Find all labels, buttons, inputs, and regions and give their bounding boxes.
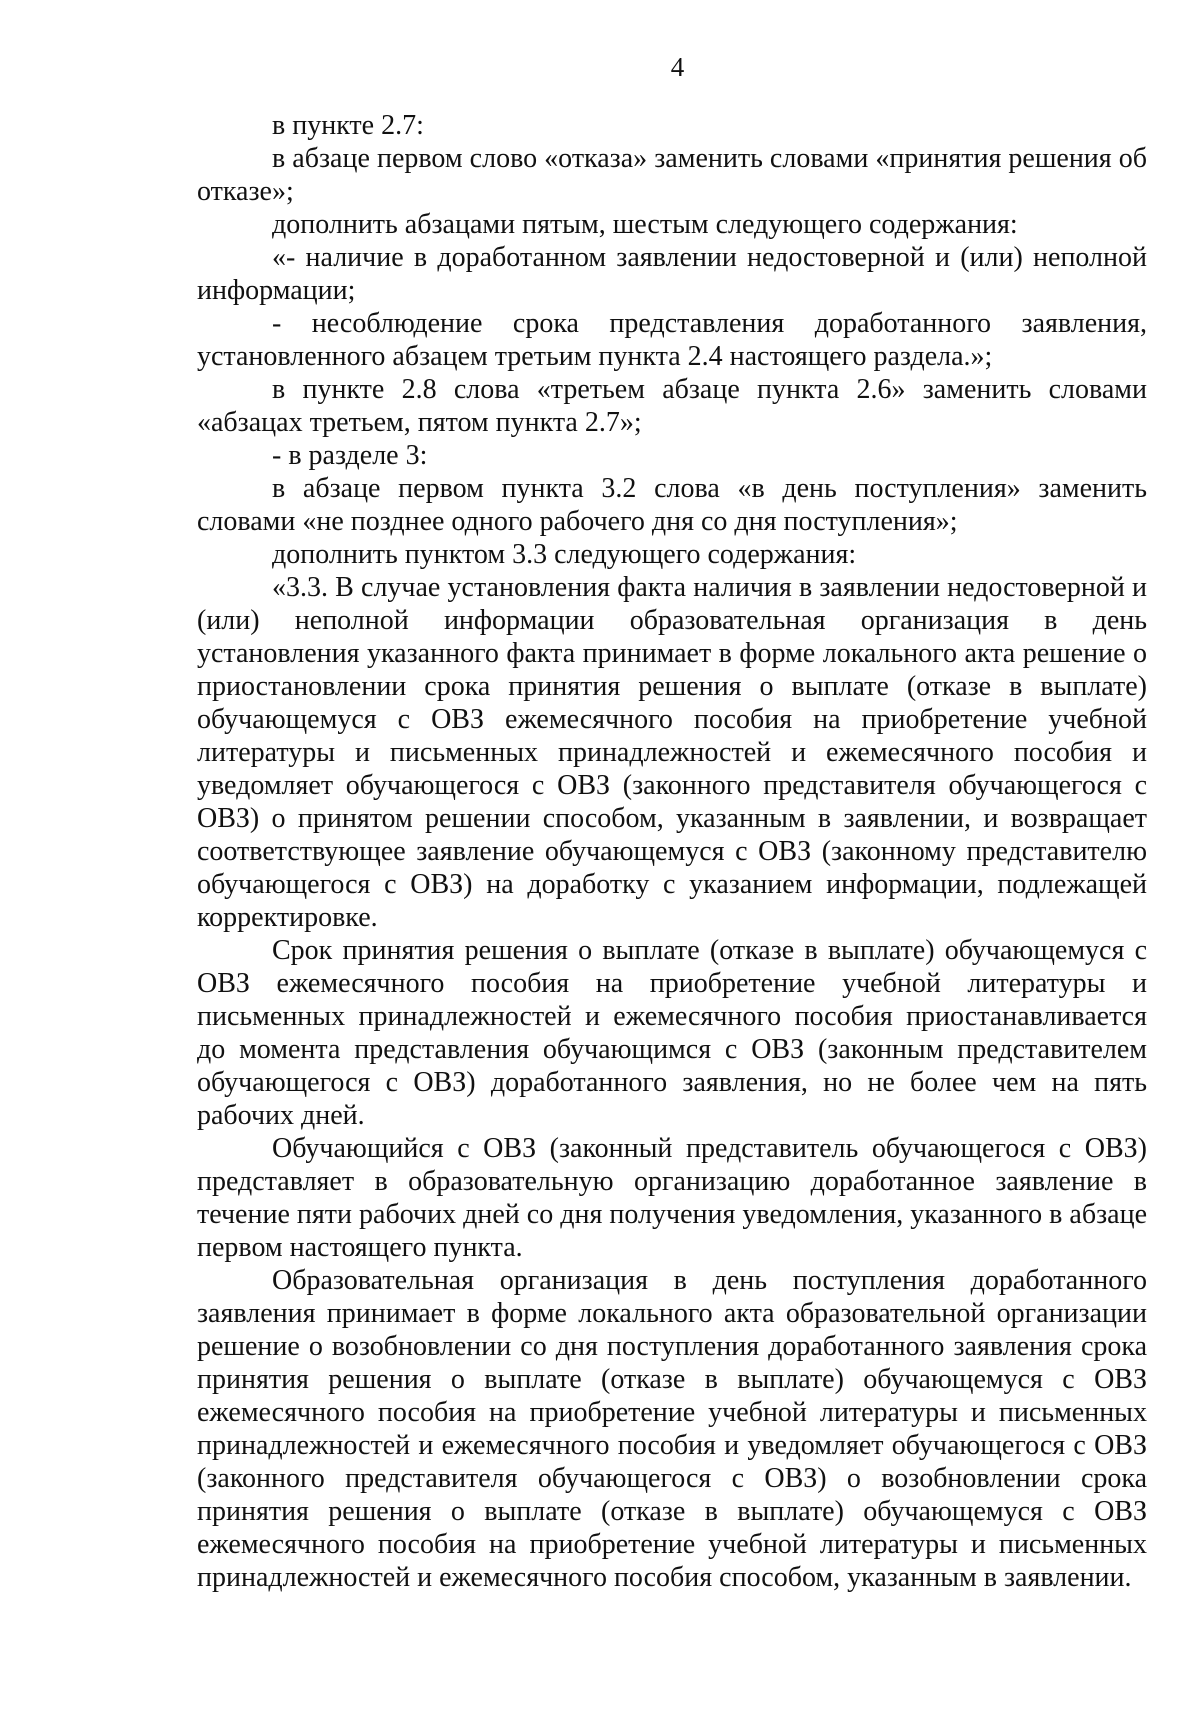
paragraph: дополнить пунктом 3.3 следующего содержания: — [272, 539, 857, 570]
paragraph: Обучающийся с ОВЗ (законный представитель обучающегося с ОВЗ) представляет в образовательную организацию доработанное заявление в течение пяти рабочих дней со дня получения уведомления, указанного в абзаце первом настоящего пункта. — [197, 1133, 1147, 1263]
paragraph: - несоблюдение срока представления доработанного заявления, установленного абзацем третьим пункта 2.4 настоящего раздела.»; — [197, 308, 1147, 372]
page-number: 4 — [670, 52, 685, 82]
paragraph: - в разделе 3: — [272, 440, 428, 471]
paragraph: Образовательная организация в день поступления доработанного заявления принимает в форме локального акта образовательной организации решение о возобновлении со дня поступления доработанного заявления срока принятия решения о выплате (отказе в выплате) обучающемуся с ОВЗ ежемесячного пособия на приобретение учебной литературы и письменных принадлежностей и ежемесячного пособия и уведомляет обучающегося с ОВЗ (законного представителя обучающегося с ОВЗ) о возобновлении срока принятия решения о выплате (отказе в выплате) обучающемуся с ОВЗ ежемесячного пособия на приобретение учебной литературы и письменных принадлежностей и ежемесячного пособия способом, указанным в заявлении. — [197, 1265, 1147, 1593]
document-body — [197, 109, 1147, 1594]
paragraph: в пункте 2.8 слова «третьем абзаце пункта 2.6» заменить словами «абзацах третьем, пятом пункта 2.7»; — [197, 374, 1147, 438]
paragraph: в пункте 2.7: — [272, 110, 424, 141]
paragraph: в абзаце первом слово «отказа» заменить словами «принятия решения об отказе»; — [197, 143, 1147, 207]
paragraph: дополнить абзацами пятым, шестым следующего содержания: — [272, 209, 1018, 240]
paragraph: «3.3. В случае установления факта наличия в заявлении недостоверной и (или) неполной информации образовательная организация в день установления указанного факта принимает в форме локального акта решение о приостановлении срока принятия решения о выплате (отказе в выплате) обучающемуся с ОВЗ ежемесячного пособия на приобретение учебной литературы и письменных принадлежностей и ежемесячного пособия и уведомляет обучающегося с ОВЗ (законного представителя обучающегося с ОВЗ) о принятом решении способом, указанным в заявлении, и возвращает соответствующее заявление обучающемуся с ОВЗ (законному представителю обучающегося с ОВЗ) на доработку с указанием информации, подлежащей корректировке. — [197, 572, 1147, 933]
paragraph: в абзаце первом пункта 3.2 слова «в день поступления» заменить словами «не позднее одного рабочего дня со дня поступления»; — [197, 473, 1147, 537]
paragraph: Срок принятия решения о выплате (отказе в выплате) обучающемуся с ОВЗ ежемесячного пособия на приобретение учебной литературы и письменных принадлежностей и ежемесячного пособия приостанавливается до момента представления обучающимся с ОВЗ (законным представителем обучающегося с ОВЗ) доработанного заявления, но не более чем на пять рабочих дней. — [197, 935, 1147, 1131]
paragraph: «- наличие в доработанном заявлении недостоверной и (или) неполной информации; — [197, 242, 1147, 306]
